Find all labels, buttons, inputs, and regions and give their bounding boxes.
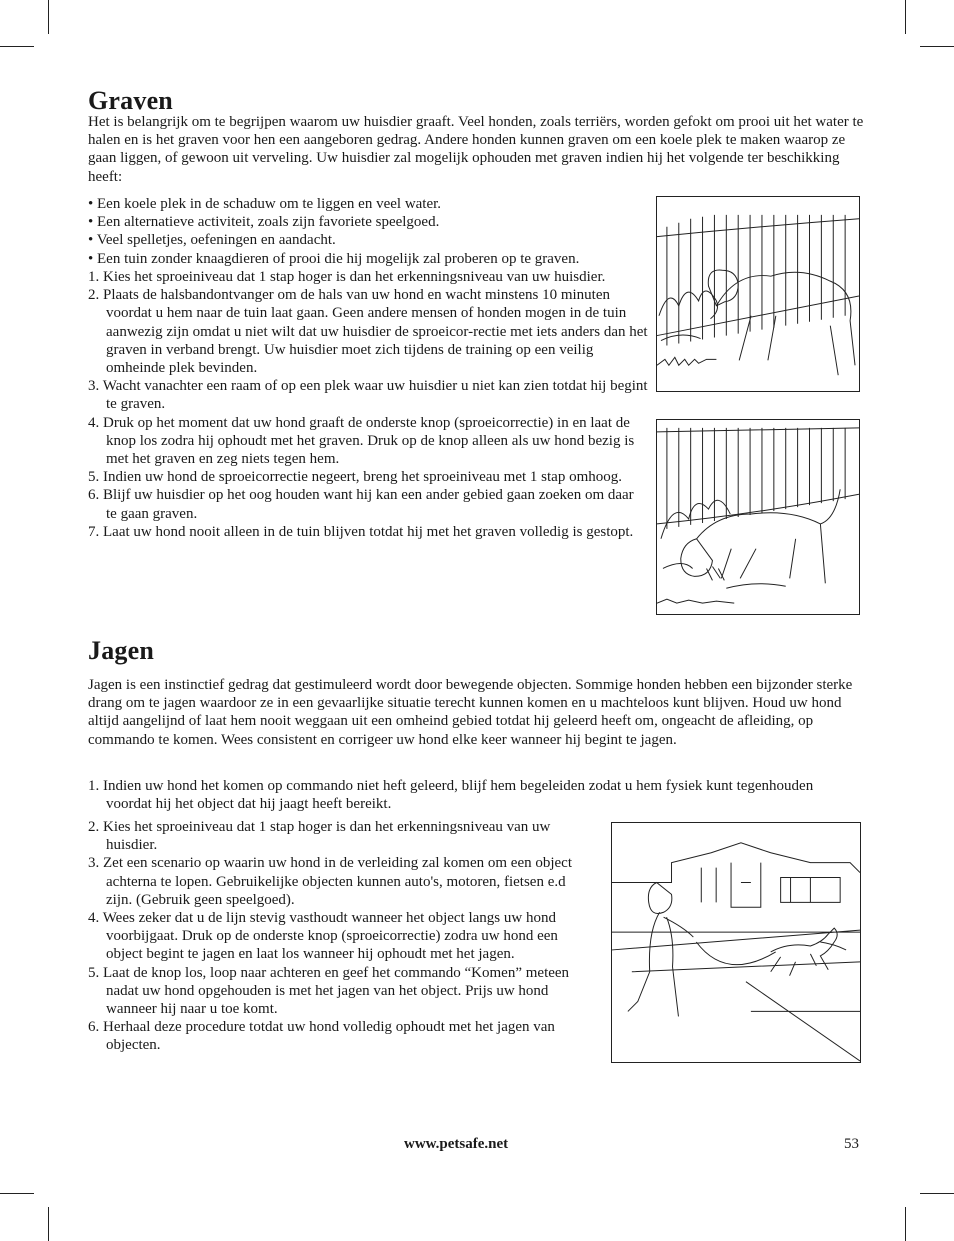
list-item: 3. Zet een scenario op waarin uw hond in de verleiding zal komen om een object achterna te lopen. Gebruikelijke objecten kunnen auto's, motoren, fietsen e.d zijn. (Gebruik geen speelgoed). <box>88 855 572 908</box>
jagen-step-list-first <box>88 777 828 813</box>
list-item: 4. Wees zeker dat u de lijn stevig vasthoudt wanneer het object langs uw hond voorbijgaat. Druk op de onderste knop (sproeicorrectie) zodra uw hond een object begint te jagen en laat los wanneer hij ophoudt met het jagen. <box>88 910 558 963</box>
crop-mark <box>0 46 34 47</box>
list-item: 1. Indien uw hond het komen op commando niet heft geleerd, blijf hem begeleiden zodat u hem fysiek kunt tegenhouden voordat hij het object dat hij jaagt heeft bereikt. <box>88 778 814 813</box>
section-title-jagen: Jagen <box>88 636 154 665</box>
section-title-graven: Graven <box>88 86 173 115</box>
footer-url: www.petsafe.net <box>404 1136 509 1152</box>
list-item: • Een alternatieve activiteit, zoals zijn favoriete speelgoed. <box>88 214 440 231</box>
list-item: 7. Laat uw hond nooit alleen in de tuin blijven totdat hij met het graven volledig is gestopt. <box>88 523 634 540</box>
dog-chasing-illustration <box>611 822 861 1063</box>
jagen-step-list <box>88 818 588 1055</box>
crop-mark <box>920 46 954 47</box>
page-number: 53 <box>844 1136 859 1152</box>
crop-mark <box>48 0 49 34</box>
crop-mark <box>920 1193 954 1194</box>
graven-step-list <box>88 268 648 541</box>
jagen-intro: Jagen is een instinctief gedrag dat gestimuleerd wordt door bewegende objecten. Sommige honden hebben een bijzonder sterke drang om te jagen waardoor ze in een gevaarlijke situatie terecht kunnen komen en u machteloos kunt blijven. Houd uw hond altijd aangelijnd of laat hem nooit weggaan uit een omheind gebied totdat hij geleerd heeft om, ongeacht de afleiding, op commando te komen. Wees consistent en corrigeer uw hond elke keer wanneer hij begint te jagen. <box>88 677 853 748</box>
crop-mark <box>905 0 906 34</box>
list-item: 1. Kies het sproeiniveau dat 1 stap hoger is dan het erkenningsniveau van uw huisdier. <box>88 269 606 285</box>
list-item: 5. Laat de knop los, loop naar achteren en geef het commando “Komen” meteen nadat uw hond opgehouden is met het jagen van het object. Prijs uw hond wanneer hij naar u toe komt. <box>88 964 570 1018</box>
crop-mark <box>0 1193 34 1194</box>
crop-mark <box>905 1207 906 1241</box>
list-item: 3. Wacht vanachter een raam of op een plek waar uw huisdier u niet kan zien totdat hij begint te graven. <box>88 378 648 413</box>
list-item: • Een koele plek in de schaduw om te liggen en veel water. <box>88 196 442 212</box>
list-item: 6. Herhaal deze procedure totdat uw hond volledig ophoudt met het jagen van objecten. <box>88 1019 555 1054</box>
dog-sniffing-illustration <box>656 196 860 392</box>
dog-digging-illustration <box>656 419 860 615</box>
list-item: 4. Druk op het moment dat uw hond graaft de onderste knop (sproeicorrectie) in en laat de knop los zodra hij ophoudt met het graven. Druk op de knop alleen als uw hond bezig is met het graven en zeg niets tegen hem. <box>88 414 635 468</box>
list-item: 2. Plaats de halsbandontvanger om de hals van uw hond en wacht minstens 10 minuten voordat u hem naar de tuin laat gaan. Geen andere mensen of honden mogen in de tuin aanwezig zijn omdat u niet wilt dat uw huisdier de sproeicor-rectie met iets anders dan het graven in verband brengt. Uw huisdier moet zich tijdens de training op een veilig omheinde plek bevinden. <box>88 287 648 377</box>
crop-mark <box>48 1207 49 1241</box>
graven-intro: Het is belangrijk om te begrijpen waarom uw huisdier graaft. Veel honden, zoals terriërs, worden gefokt om prooi uit het water te halen en is het graven voor hen een aangeboren gedrag. Andere honden kunnen graven om een koele plek te maken waarop ze gaan liggen, of gewoon uit verveling. Uw huisdier zal mogelijk ophouden met graven indien hij het volgende ter beschikking heeft: <box>88 114 864 185</box>
list-item: 2. Kies het sproeiniveau dat 1 stap hoger is dan het erkenningsniveau van uw huisdier. <box>88 819 551 854</box>
list-item: • Een tuin zonder knaagdieren of prooi die hij mogelijk zal proberen op te graven. <box>88 250 580 267</box>
list-item: 6. Blijf uw huisdier op het oog houden want hij kan een ander gebied gaan zoeken om daar te gaan graven. <box>88 487 634 522</box>
list-item: • Veel spelletjes, oefeningen en aandacht. <box>88 232 336 249</box>
graven-bullet-list <box>88 195 648 268</box>
list-item: 5. Indien uw hond de sproeicorrectie negeert, breng het sproeiniveau met 1 stap omhoog. <box>88 469 623 486</box>
